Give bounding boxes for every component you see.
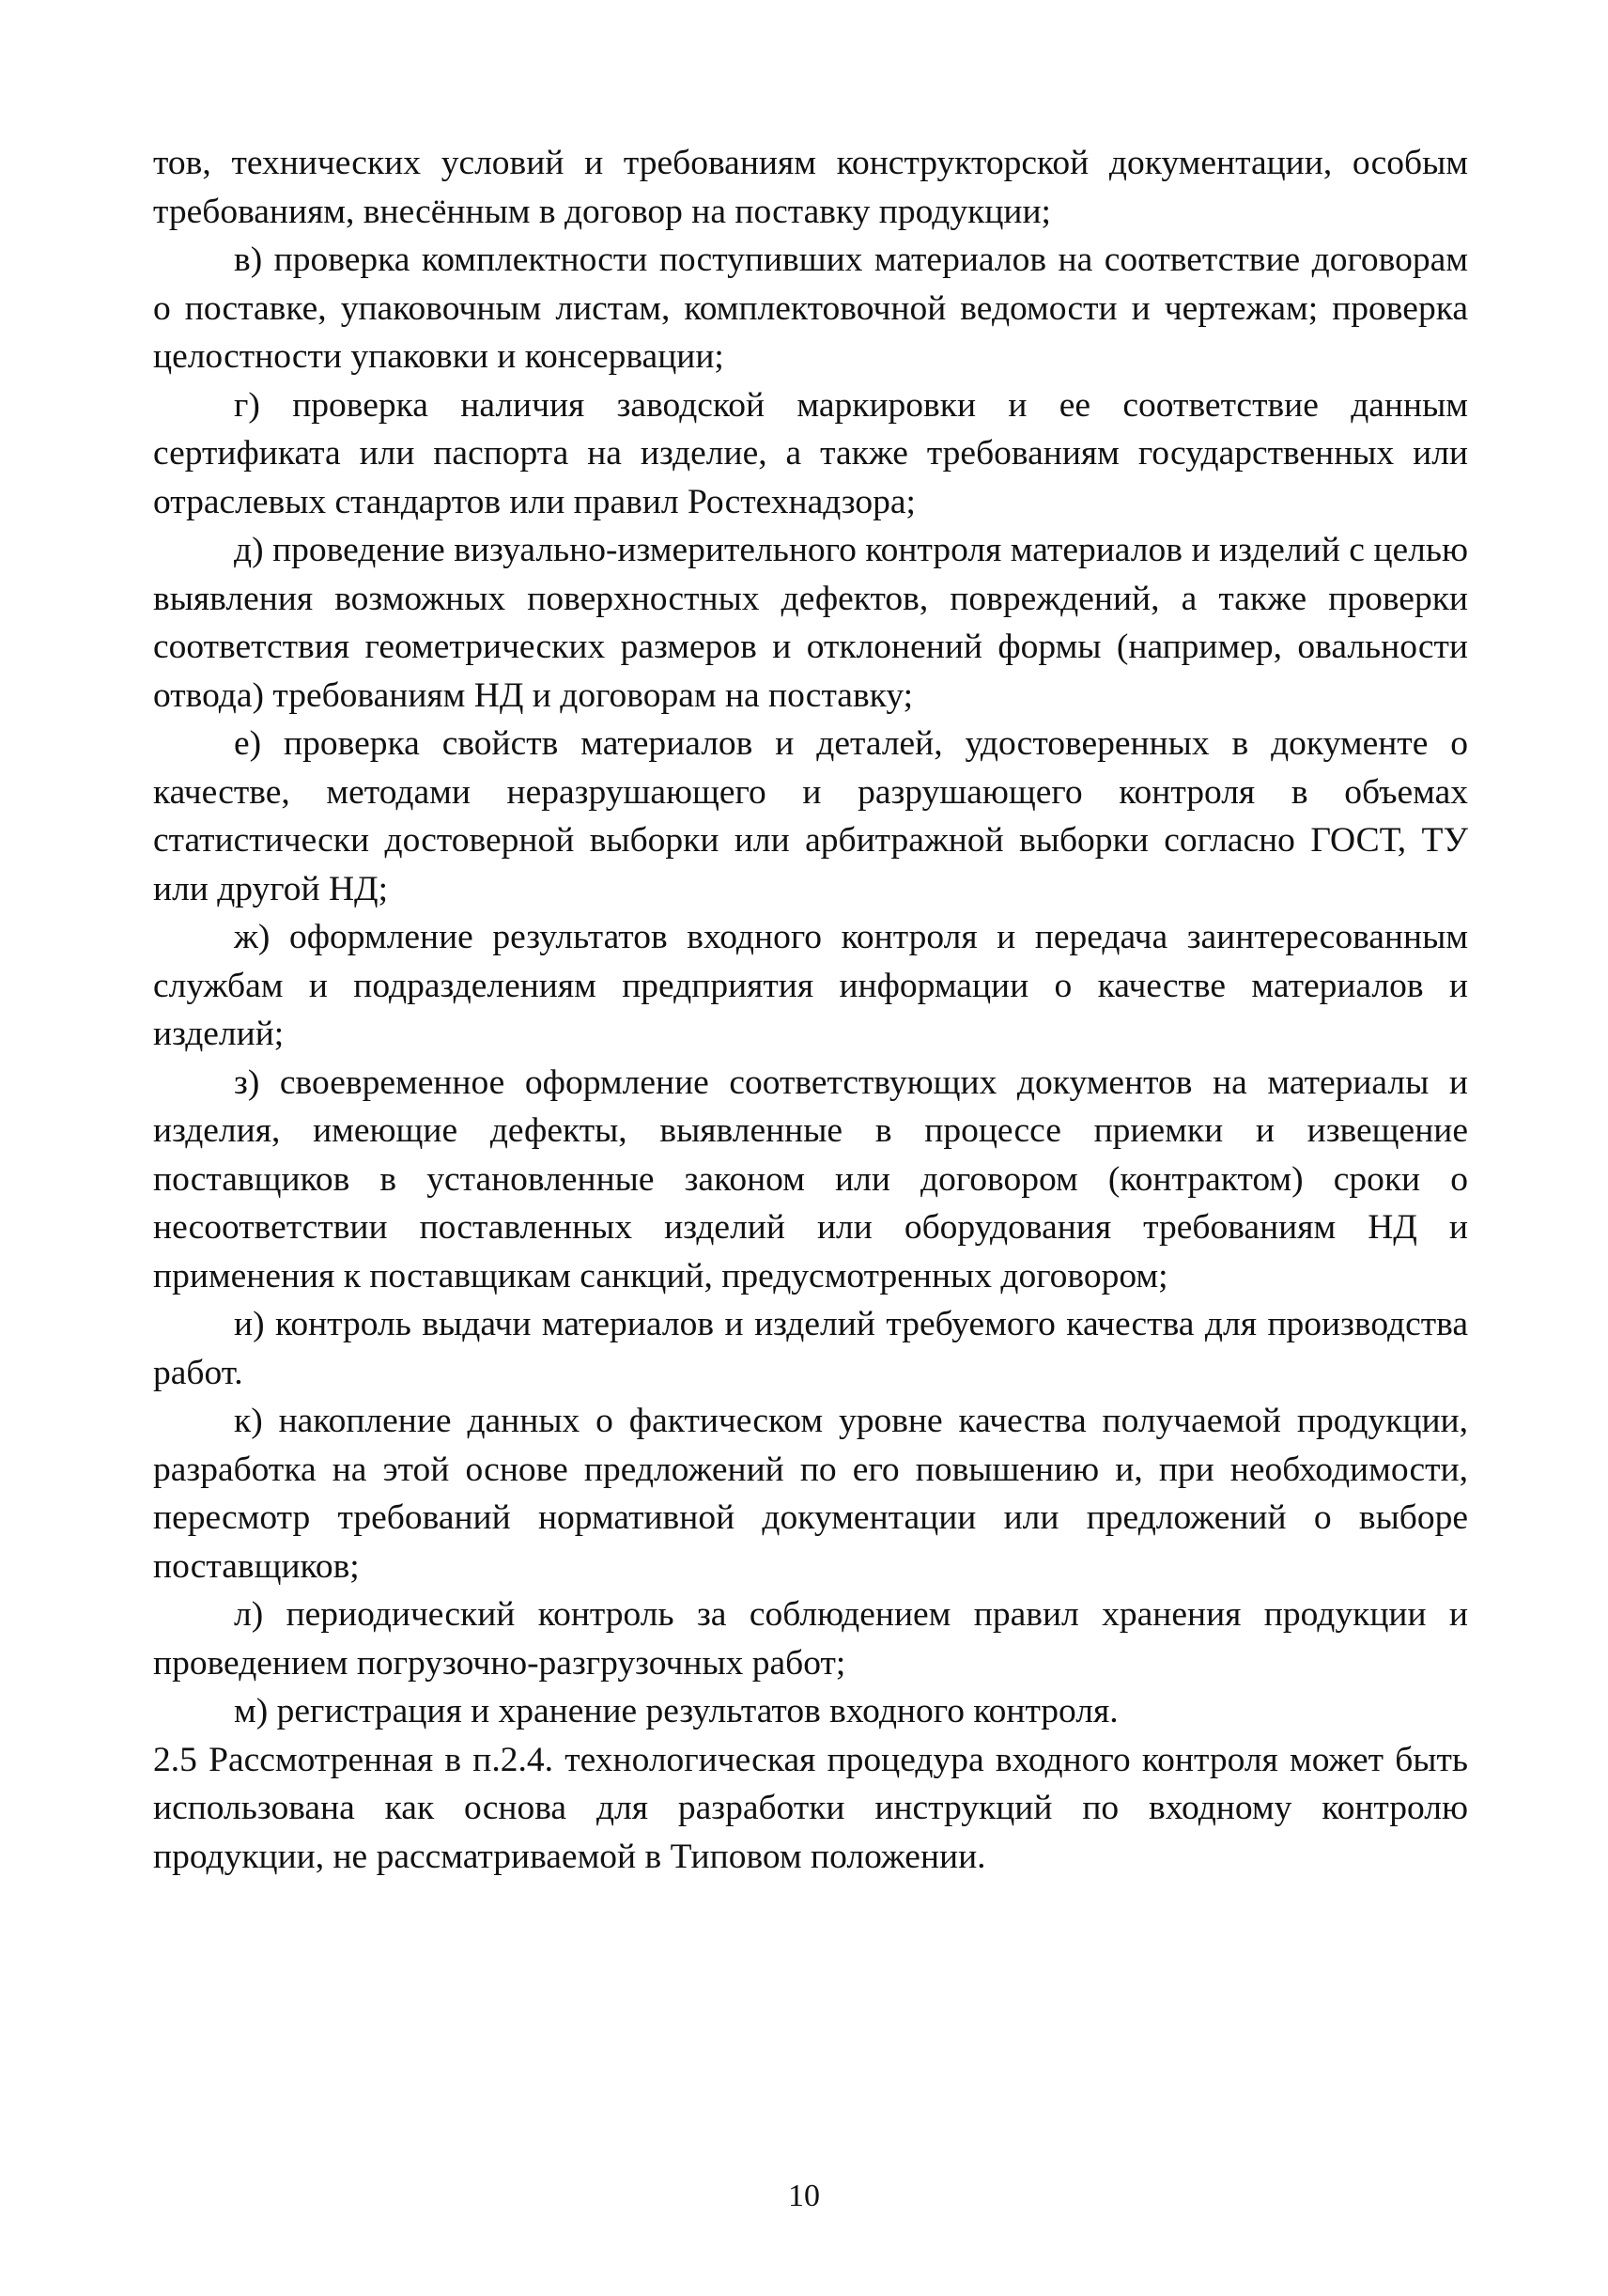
list-item-zh: ж) оформление результатов входного контроля и передача заинтересованным службам и подразделениям предприятия информации о качестве материалов и изделий; <box>153 918 1468 1053</box>
list-item-l: л) периодический контроль за соблюдением правил хранения продукции и проведением погрузочно-разгрузочных работ; <box>153 1595 1468 1683</box>
section-2-5: 2.5 Рассмотренная в п.2.4. технологическая процедура входного контроля может быть использована как основа для разработки инструкций по входному контролю продукции, не рассматриваемой в Типовом положении. <box>153 1740 1468 1876</box>
page-number: 10 <box>788 2179 820 2213</box>
list-item-g: г) проверка наличия заводской маркировки и ее соответствие данным сертификата или паспорта на изделие, а также требованиям государственных или отраслевых стандартов или правил Ростехнадзора; <box>153 385 1468 521</box>
list-item-d: д) проведение визуально-измерительного контроля материалов и изделий с целью выявления возможных поверхностных дефектов, повреждений, а также проверки соответствия геометрических размеров и отклонений формы (например, овальности отвода) требованиям НД и договорам на поставку; <box>153 531 1468 715</box>
list-item-i: и) контроль выдачи материалов и изделий требуемого качества для производства работ. <box>153 1305 1468 1392</box>
body-text <box>153 139 1468 1881</box>
list-item-z: з) своевременное оформление соответствующих документов на материалы и изделия, имеющие дефекты, выявленные в процессе приемки и извещение поставщиков в установленные законом или договором (контрактом) сроки о несоответствии поставленных изделий или оборудования требованиям НД и применения к поставщикам санкций, предусмотренных договором; <box>153 1063 1468 1295</box>
paragraph-continuation: тов, технических условий и требованиям конструкторской документации, особым требованиям, внесённым в договор на поставку продукции; <box>153 144 1468 231</box>
list-item-m: м) регистрация и хранение результатов входного контроля. <box>234 1692 1119 1730</box>
list-item-v: в) проверка комплектности поступивших материалов на соответствие договорам о поставке, упаковочным листам, комплектовочной ведомости и чертежам; проверка целостности упаковки и консервации; <box>153 240 1468 376</box>
list-item-k: к) накопление данных о фактическом уровне качества получаемой продукции, разработка на этой основе предложений по его повышению и, при необходимости, пересмотр требований нормативной документации или предложений о выборе поставщиков; <box>153 1402 1468 1586</box>
list-item-e: е) проверка свойств материалов и деталей, удостоверенных в документе о качестве, методами неразрушающего и разрушающего контроля в объемах статистически достоверной выборки или арбитражной выборки согласно ГОСТ, ТУ или другой НД; <box>153 724 1468 908</box>
